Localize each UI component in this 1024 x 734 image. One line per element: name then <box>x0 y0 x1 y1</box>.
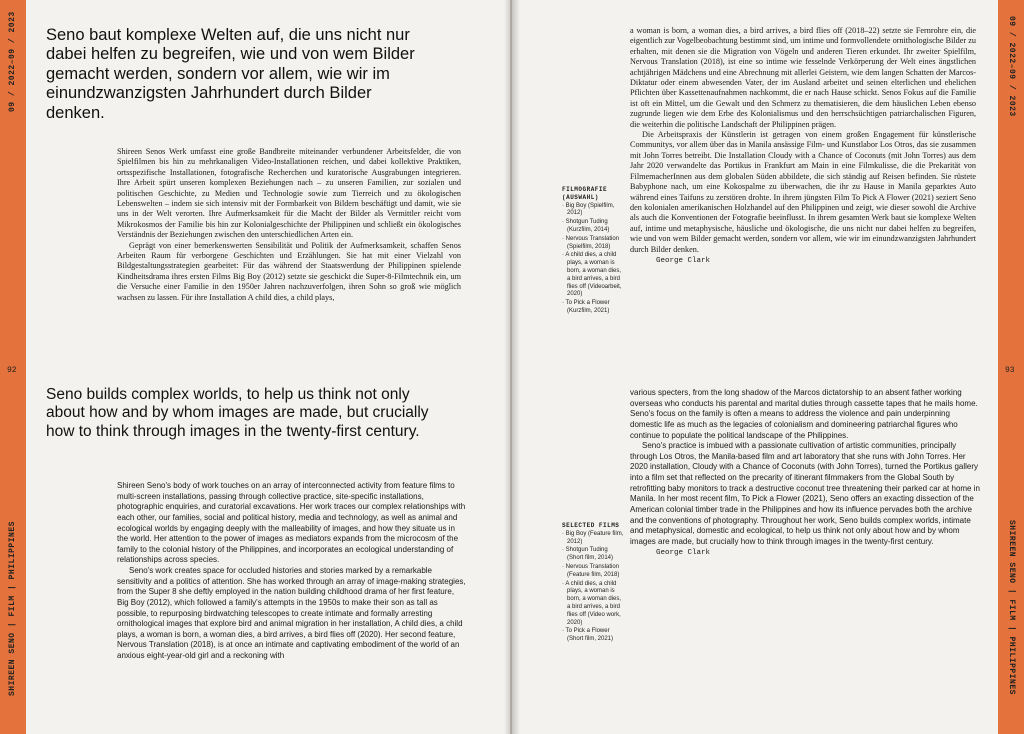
english-pull-quote: Seno builds complex worlds, to help us think not only about how and by whom images are made, but crucially how to think through images in the twenty-first century. <box>46 386 429 440</box>
filmography-item: · Shotgun Tuding (Kurzfilm, 2014) <box>562 219 610 233</box>
german-paragraph: Shireen Senos Werk umfasst eine große Bandbreite miteinander verbundener Arbeitsfelder, die von Spielfilmen bis hin zu mehrkanaligen Video-Installationen reichen, und dabei kollektive Praktiken, ortsspezifische Installationen, fotografische Recherchen und kuratorische Ausgrabungen integrieren. Ihre Arbeit spürt unseren komplexen Beziehungen nach – zu unseren Familien, zur sozialen und politischen Geschichte, zu Medien und Technologie sowie zum Tierreich und zu ökologischen Lebenswelten – indem sie sich intensiv mit der Formbarkeit von Bildern beschäftigt und damit, wie sie uns in der Welt verorten. Ihre Aufmerksamkeit für die Macht der Bilder als Vermittler reicht vom Mikrokosmos der Familie bis hin zur Kolonialgeschichte der Philippinen und schließt ein ökologisches Verständnis der Beziehungen zwischen den unterschiedlichen Arten ein. <box>117 147 461 240</box>
english-filmography <box>562 522 624 645</box>
english-paragraph: Seno's work creates space for occluded histories and stories marked by a remarkable sensitivity and a politics of attention. She has worked through an array of image-making strategies, from the Super 8 she deftly employed in the nation building childhood drama of her first feature, Big Boy (2012), which followed a family's attempts in the 1950s to make their son as tall as possible, to repurposing birdwatching telescopes to create intimate and formally arresting ornithological images that explore bird and animal migration in her installation, A child dies, a child plays, a woman is born, a woman dies, a bird arrives, a bird flies off (2020). Her second feature, Nervous Translation (2018), is at once an intimate and captivating embodiment of the world of an anxious eight-year-old girl and a reckoning with <box>117 566 466 660</box>
english-body-text-continued <box>630 388 982 559</box>
english-author: George Clark <box>656 549 711 558</box>
filmography-item: · A child dies, a child plays, a woman is born, a woman dies, a bird arrives, a bird flies off (Videoarbeit, 2020) <box>562 252 622 298</box>
filmography-title: FILMOGRAFIE (AUSWAHL) <box>562 186 608 201</box>
german-body-text-continued <box>630 26 976 266</box>
german-filmography <box>562 186 624 317</box>
filmography-item: · Nervous Translation (Feature film, 2018) <box>562 563 620 578</box>
filmography-item: · Nervous Translation (Spielfilm, 2018) <box>562 235 620 250</box>
filmography-title: SELECTED FILMS <box>562 522 620 529</box>
filmography-item: · A child dies, a child plays, a woman is born, a woman dies, a bird arrives, a bird flies off (Video work, 2020) <box>562 580 622 626</box>
german-paragraph: Die Arbeitspraxis der Künstlerin ist getragen von einem großen Engagement für künstlerische Communitys, vor allem über das in Manila ansässige Film- und Kunstlabor Los Otros, das sie zusammen mit John Torres betreibt. Die Installation Cloudy with a Chance of Coconuts (mit John Torres) aus dem Jahr 2020 verwandelte das Portikus in Frankfurt am Main in eine Filmkulisse, die die Prekarität von FilmemacherInnen aus dem globalen Süden abbildete, die sich ständig auf Reisen befinden. Sie rüstete Babyphone nach, um eine Kokospalme zu überwachen, die ihr zu Hause in Manila geparktes Auto während eines Taifuns zu zerstören drohte. In ihrem jüngsten Film To Pick A Flower (2021) seziert Seno den kolonialen amerikanischen Holzhandel auf den Philippinen und zeigt, wie dieser sowohl die Archive als auch die Konventionen der Fotografie beeinflusst. In ihrem gesamten Werk baut sie komplexe Welten auf, intime und metaphysische, häusliche und ökologische, die uns nicht nur dabei helfen zu begreifen, wie und von wem Bilder gemacht werden, sondern vor allem, wie wir im einundzwanzigsten Jahrhundert durch Bilder denken. <box>630 130 976 254</box>
german-body-text <box>117 147 461 303</box>
english-paragraph: Seno's practice is imbued with a passionate cultivation of artistic communities, principally through Los Otros, the Manila-based film and art laboratory that she runs with John Torres. Her 2020 installation, Cloudy with a Chance of Coconuts (with John Torres), turned the Portikus gallery into a film set that reflected on the precarity of itinerant filmmakers from the Global South by retrofitting baby monitors to track a destructive coconut tree threatening their parked car at home in Manila. In her most recent film, To Pick a Flower (2021), Seno offers an exacting dissection of the American colonial timber trade in the Philippines and how its influence pervades both the archive and the conventions of photography. Throughout her work, Seno builds complex worlds, intimate and metaphysical, domestic and ecological, to help us think not only about how and by whom images are made, but crucially how to think through images in the twenty-first century. <box>630 441 980 546</box>
german-paragraph: Geprägt von einer bemerkenswerten Sensibilität und Politik der Aufmerksamkeit, schaffen Senos Arbeiten Raum für verborgene Geschichten und Erzählungen. Sie hat mit einer Vielzahl von Bildgestaltungsstrategien gearbeitet: Für das während der Staatswerdung der Philippinen spielende Kindheitsdrama ihres ersten Films Big Boy (2012) setzte sie geschickt die Super-8-Filmtechnik ein, um die Versuche einer Familie in den 1950er Jahren nachzuverfolgen, ihren Sohn so groß wie möglich wachsen zu lassen. Für ihre Installation A child dies, a child plays, <box>117 240 461 302</box>
german-pull-quote: Seno baut komplexe Welten auf, die uns nicht nur dabei helfen zu begreifen, wie und von wem Bilder gemacht werden, sondern vor allem, wie wir im einundzwanzigsten Jahrhundert durch Bilder denken. <box>46 26 415 122</box>
right-band-date: 09 / 2022–09 / 2023 <box>1007 16 1016 117</box>
right-page <box>512 0 1024 734</box>
filmography-item: · To Pick a Flower (Kurzfilm, 2021) <box>562 300 610 314</box>
left-page <box>0 0 510 734</box>
english-paragraph: Shireen Seno's body of work touches on an array of interconnected activity from feature films to multi-screen installations, passing through collective practice, site-specific installations, photographic enquiries, and curatorial excavations. Her work traces our complex relationships with each other, our families, social and political history, media and technology, as well as animal and ecological worlds by engaging deeply with the malleability of images, and how they situate us in the world. Her attention to the power of images as mediators expands from the microcosm of the family to the colonial history of the Philippines, and incorporates an ecological understanding of relationships across species. <box>117 481 466 565</box>
filmography-item: · To Pick a Flower (Short film, 2021) <box>562 628 614 643</box>
filmography-item: · Shotgun Tuding (Short film, 2014) <box>562 547 614 562</box>
right-edge-band <box>998 0 1024 734</box>
right-page-number: 93 <box>1005 366 1015 375</box>
left-edge-band <box>0 0 26 734</box>
german-paragraph: a woman is born, a woman dies, a bird arrives, a bird flies off (2018–22) setzte sie Fernrohre ein, die eigentlich zur Vogelbeobachtung bestimmt sind, um intime und formvollendete ornithologische Bilder zu erhalten, mit denen sie die Migration von Vögeln und anderen Tieren erkundet. Ihr zweiter Spielfilm, Nervous Translation (2018), ist eine so intime wie fesselnde Verkörperung der Welt eines ängstlichen achtjährigen Mädchens und eine Abrechnung mit allerlei Geistern, wie dem langen Schatten der Marcos-Diktatur oder einem abwesenden Vater, der im Ausland arbeitet und seinen elterlichen und ehelichen Pflichten über Kassettenaufnahmen nachkommt, die er nach Hause schickt. Senos Fokus auf die Familie ist oft ein Mittel, um die Gewalt und den Schmerz zu thematisieren, die dem häuslichen Leben ebenso zugrunde liegen wie dem Erbe des Kolonialismus und den herrschsüchtigen patriarchalischen Figuren, die weiterhin die politische Landschaft der Philippinen prägen. <box>630 26 976 129</box>
german-author: George Clark <box>656 256 711 265</box>
english-paragraph: various specters, from the long shadow of the Marcos dictatorship to an absent father working overseas who conducts his parental and marital duties through cassette tapes that he mails home. Seno's focus on the family is often a means to address the violence and pain underpinning domestic life as much as the legacies of colonialism and domineering patriarchal figures who continue to populate the political landscape of the Philippines. <box>630 388 978 440</box>
left-page-number: 92 <box>7 366 17 375</box>
filmography-item: · Big Boy (Feature film, 2012) <box>562 530 624 545</box>
english-body-text <box>117 481 467 662</box>
right-band-title: SHIREEN SENO | FILM | PHILIPPINES <box>1007 520 1016 695</box>
filmography-item: · Big Boy (Spielfilm, 2012) <box>562 202 615 217</box>
left-band-title: SHIREEN SENO | FILM | PHILIPPINES <box>8 521 17 696</box>
left-band-date: 09 / 2022–09 / 2023 <box>8 11 17 112</box>
